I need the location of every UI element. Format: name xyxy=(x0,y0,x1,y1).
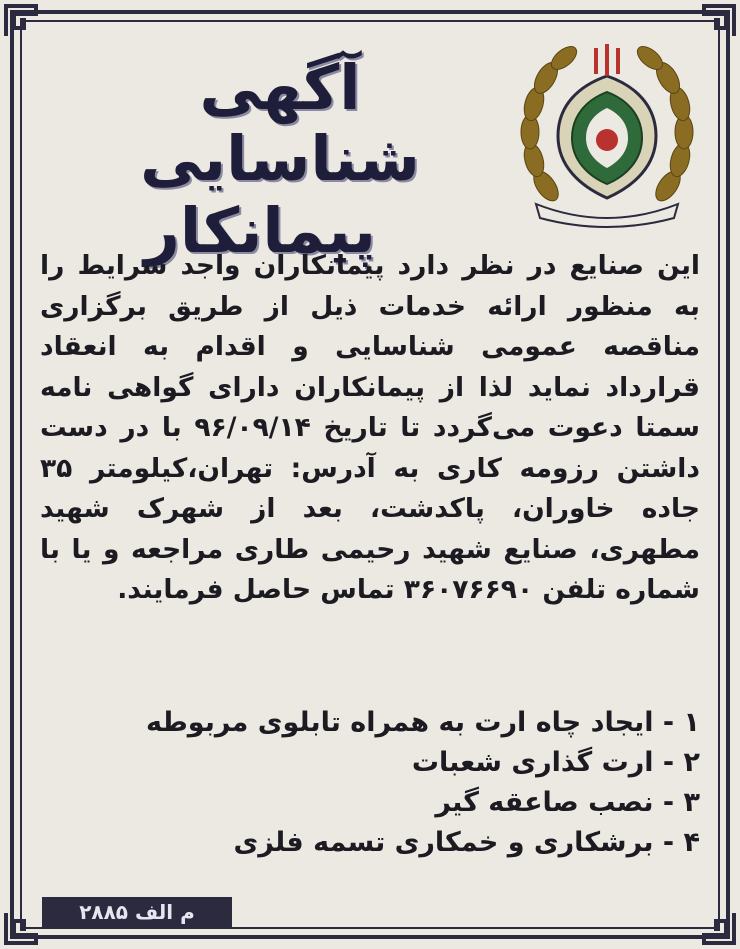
corner-ornament-icon xyxy=(4,4,38,38)
list-item: ۲ - ارت گذاری شعبات xyxy=(411,747,700,778)
notice-code: م الف ۲۸۸۵ xyxy=(42,897,232,927)
notice-body: این صنایع در نظر دارد پیمانکاران واجد شرایط را به منظور ارائه خدمات ذیل از طریق برگزاری مناقصه عمومی شناسایی و اقدام به انعقاد قرارداد نماید لذا از پیمانکاران دارای گواهی نامه سمتا دعوت می‌گردد تا تاریخ ۹۶/۰۹/۱۴ با در دست داشتن رزومه کاری به آدرس: تهران،کیلومتر ۳۵ جاده خاوران، پاکدشت، بعد از شهرک شهید مطهری، صنایع شهید رحیمی طاری مراجعه و یا با شماره تلفن ۳۶۰۷۶۶۹۰ تماس حاصل فرمایند. xyxy=(40,250,700,605)
list-item: ۳ - نصب صاعقه گیر xyxy=(435,787,700,818)
service-list xyxy=(40,703,700,863)
corner-ornament-icon xyxy=(702,4,736,38)
corner-ornament-icon xyxy=(4,911,38,945)
list-item: ۱ - ایجاد چاه ارت به همراه تابلوی مربوطه xyxy=(145,707,700,738)
notice-title xyxy=(60,52,500,266)
ministry-emblem-icon xyxy=(516,36,698,228)
list-item: ۴ - برشکاری و خمکاری تسمه فلزی xyxy=(233,827,700,858)
title-line-1: آگهی شناسایی xyxy=(140,51,420,196)
title-line-2: پیمانکار xyxy=(144,193,376,267)
corner-ornament-icon xyxy=(702,911,736,945)
